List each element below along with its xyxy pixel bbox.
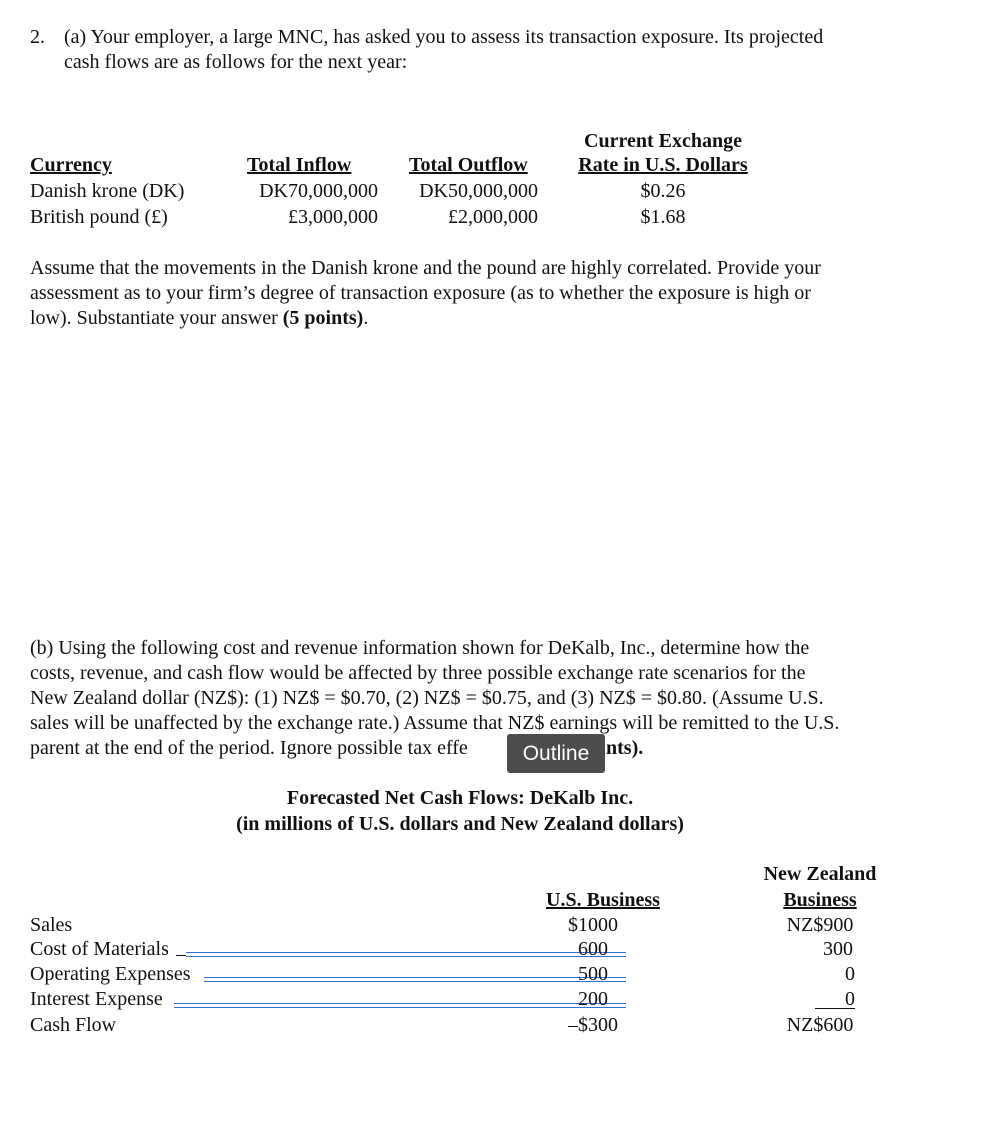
points-label: (5 points) [282, 307, 364, 329]
row-materials-label: Cost of Materials [30, 938, 169, 960]
row-cashflow-nz: NZ$600 [786, 1014, 854, 1036]
row-cashflow-label: Cash Flow [30, 1014, 117, 1036]
header-rate-line-1: Current Exchange [584, 130, 742, 152]
row-gbp-inflow: £3,000,000 [288, 206, 378, 228]
part-a-line-1: (a) Your employer, a large MNC, has asked you to assess its transaction exposure. Its projected [64, 26, 824, 48]
cashflow-table-title: Forecasted Net Cash Flows: DeKalb Inc. [286, 787, 634, 809]
row-materials-leader-rule [176, 955, 186, 956]
row-opex-us: 500 [578, 963, 608, 985]
row-sales-label: Sales [30, 914, 73, 936]
header-nz-line-2: Business [783, 889, 857, 911]
part-a-intro [64, 25, 823, 75]
row-interest-nz: 0 [845, 988, 855, 1010]
part-b-line-5-tail: nts). [606, 737, 644, 759]
header-us-business: U.S. Business [546, 889, 660, 911]
header-nz-line-1: New Zealand [763, 863, 877, 885]
cashflow-table-subtitle: (in millions of U.S. dollars and New Zealand dollars) [236, 813, 684, 835]
row-opex-label: Operating Expenses [30, 963, 191, 985]
row-dk-inflow: DK70,000,000 [259, 180, 378, 202]
part-b-line-5: parent at the end of the period. Ignore possible tax effe [30, 737, 468, 759]
row-sales-nz: NZ$900 [786, 914, 854, 936]
row-interest-us: 200 [578, 988, 608, 1010]
row-interest-label: Interest Expense [30, 988, 163, 1010]
part-b-line-2: costs, revenue, and cash flow would be affected by three possible exchange rate scenarios for the [30, 662, 806, 684]
part-a-assessment [30, 256, 821, 331]
outline-tooltip[interactable]: Outline [507, 734, 605, 773]
part-b-intro [30, 636, 839, 761]
part-b-line-3: New Zealand dollar (NZ$): (1) NZ$ = $0.70, (2) NZ$ = $0.75, and (3) NZ$ = $0.80. (Assume U.S. [30, 687, 824, 709]
assessment-line-3 [30, 306, 821, 331]
assessment-line-3-text: low). Substantiate your answer [30, 307, 283, 329]
row-materials-us: 600 [578, 938, 608, 960]
part-b-line-1: (b) Using the following cost and revenue information shown for DeKalb, Inc., determine how the [30, 637, 810, 659]
row-dk-outflow: DK50,000,000 [419, 180, 538, 202]
points-tail: . [363, 307, 369, 329]
assessment-line-2: assessment as to your firm’s degree of transaction exposure (as to whether the exposure is high or [30, 282, 811, 304]
part-a-line-2: cash flows are as follows for the next year: [64, 51, 408, 73]
row-sales-us: $1000 [568, 914, 618, 936]
row-dk-rate: $0.26 [640, 180, 686, 202]
header-total-outflow: Total Outflow [409, 154, 528, 176]
part-b-line-4: sales will be unaffected by the exchange rate.) Assume that NZ$ earnings will be remitted to the U.S. [30, 712, 840, 734]
row-dk-currency: Danish krone (DK) [30, 180, 185, 202]
row-materials-nz: 300 [823, 938, 853, 960]
assessment-line-1: Assume that the movements in the Danish krone and the pound are highly correlated. Provide your [30, 257, 821, 279]
row-gbp-outflow: £2,000,000 [448, 206, 538, 228]
row-gbp-rate: $1.68 [640, 206, 686, 228]
header-currency: Currency [30, 154, 112, 176]
header-rate-line-2: Rate in U.S. Dollars [578, 154, 748, 176]
row-opex-nz: 0 [845, 963, 855, 985]
row-cashflow-us: –$300 [568, 1014, 618, 1036]
header-total-inflow: Total Inflow [247, 154, 352, 176]
row-gbp-currency: British pound (£) [30, 206, 168, 228]
question-number: 2. [30, 26, 45, 48]
